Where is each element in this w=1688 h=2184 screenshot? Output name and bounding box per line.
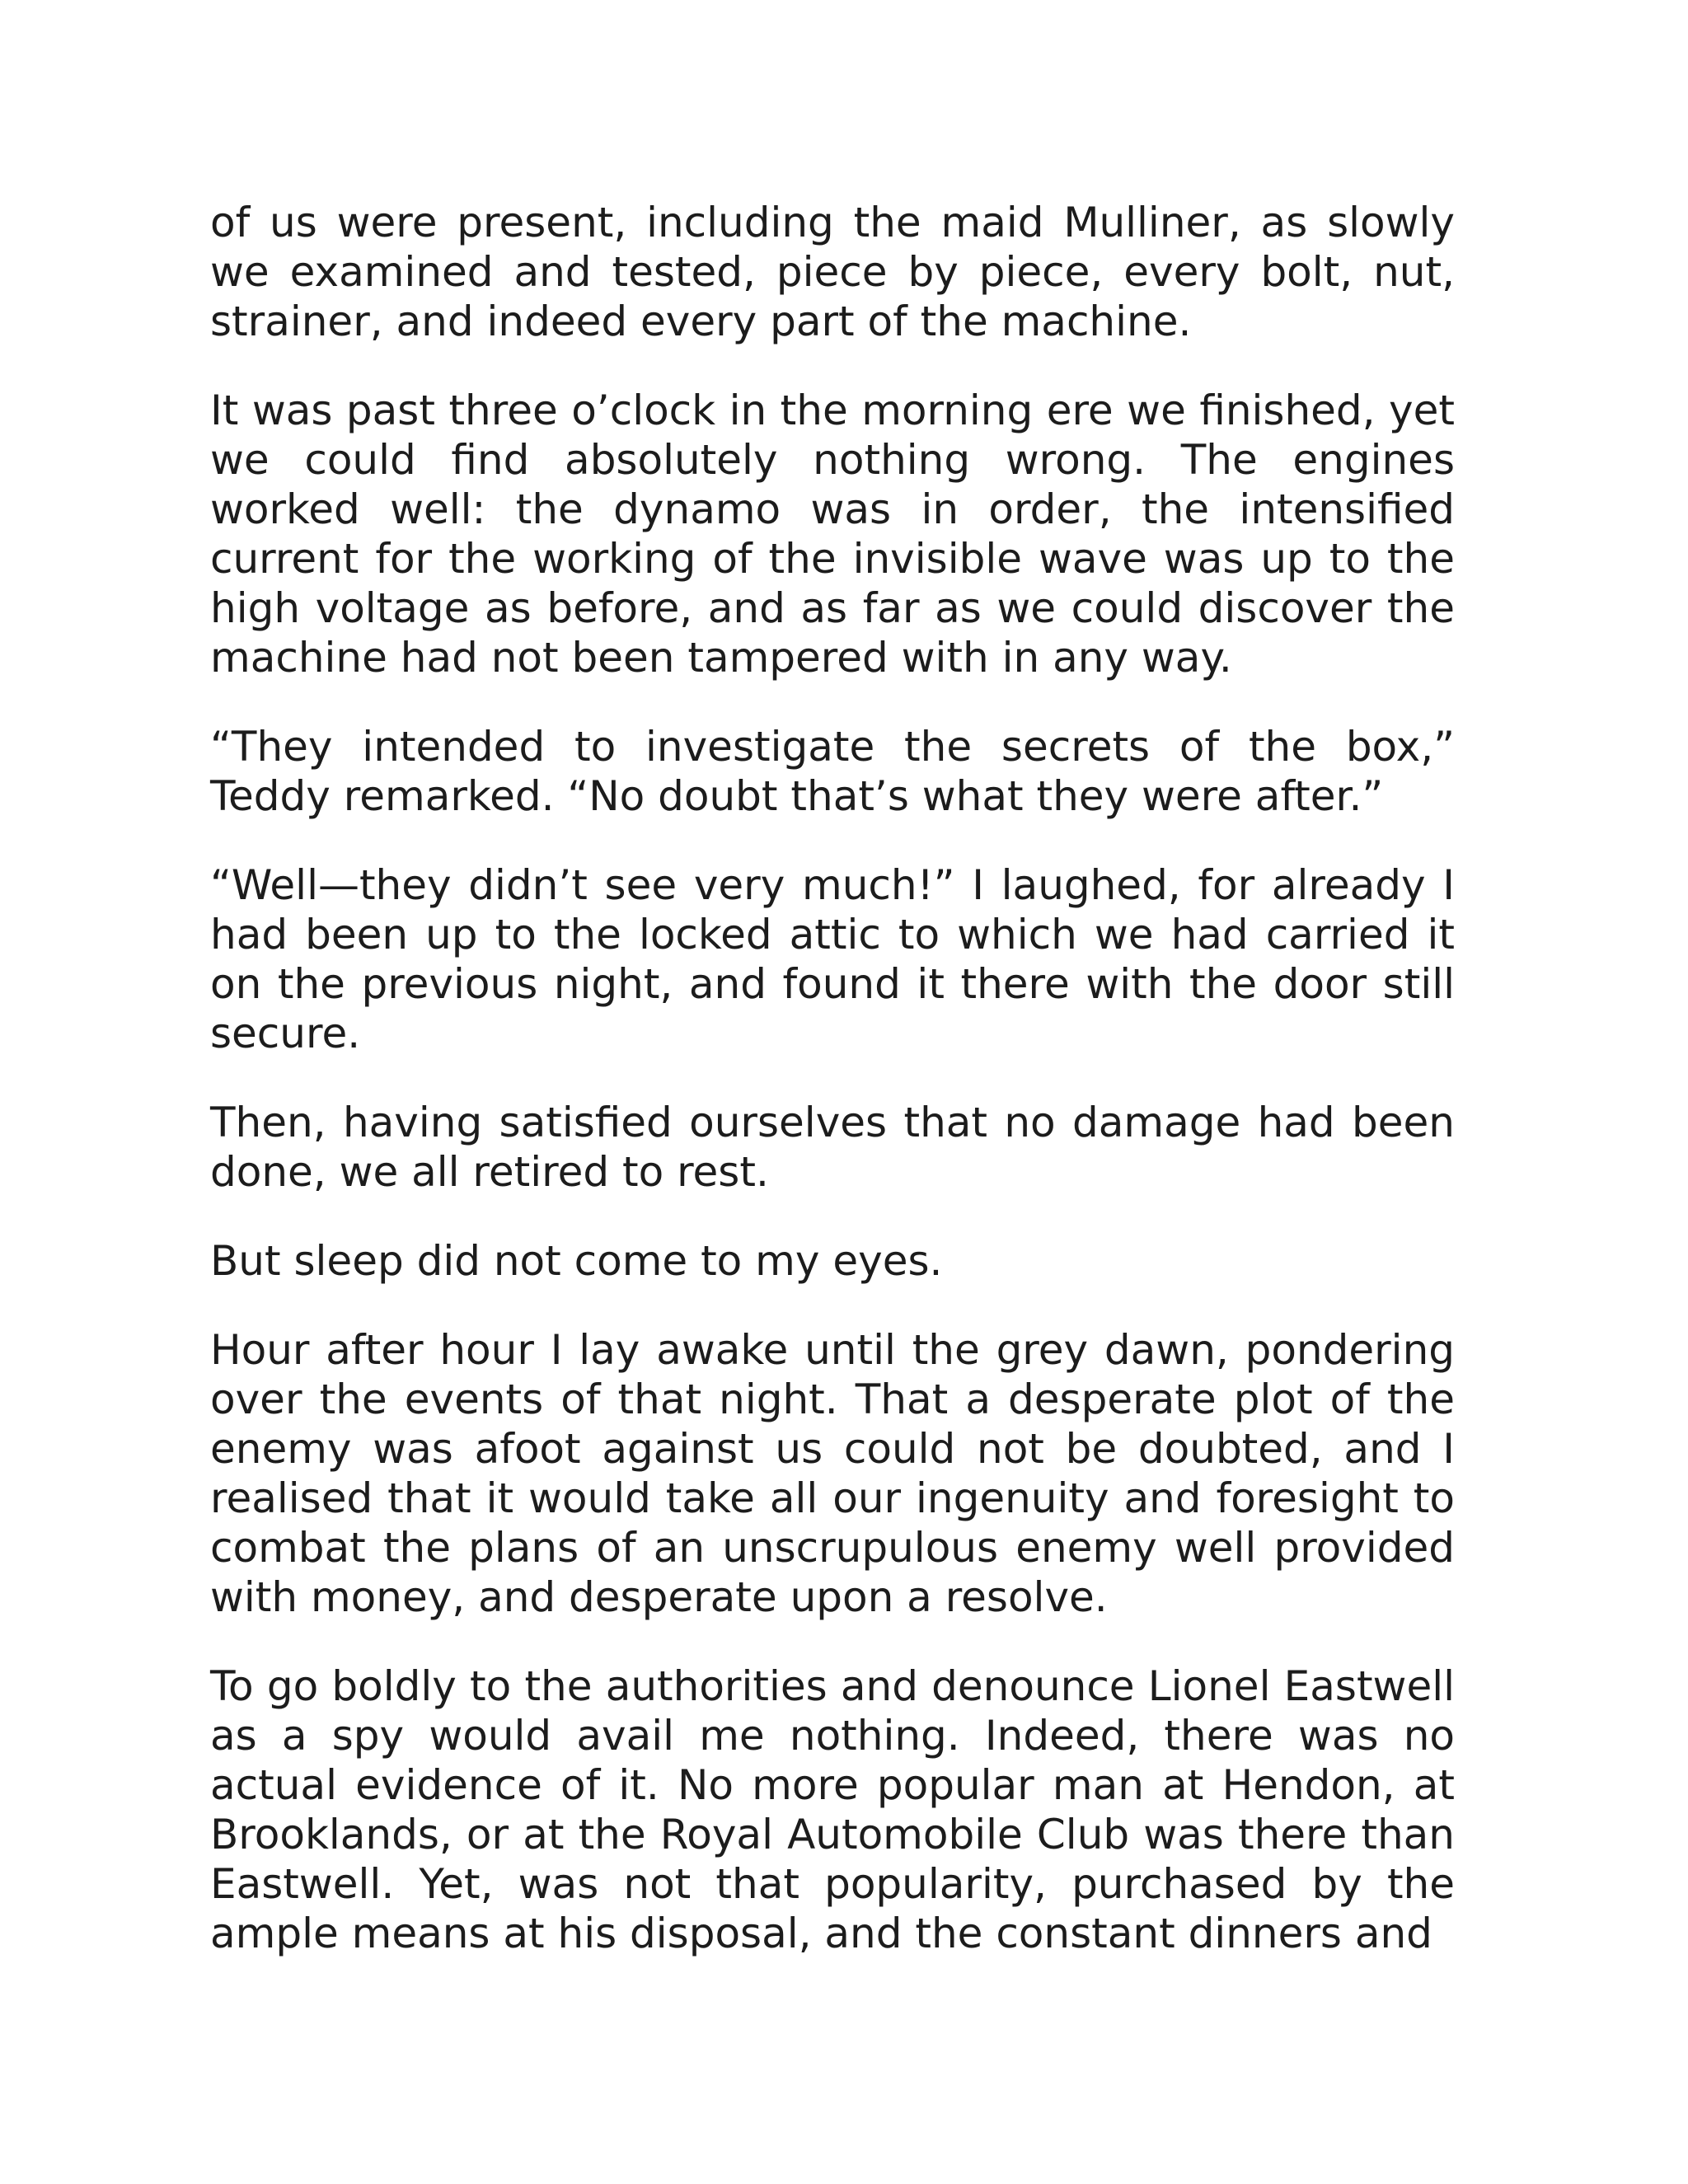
paragraph-6: But sleep did not come to my eyes. (210, 1237, 943, 1285)
page-body (210, 198, 1455, 1958)
paragraph-5: Then, having satisfied ourselves that no damage had been done, we all retired to rest. (210, 1099, 1455, 1196)
paragraph-8: To go boldly to the authorities and denounce Lionel Eastwell as a spy would avail me nothing. Indeed, there was no actual evidence of it. No more popular man at Hendon, at Brooklands, or at the Royal Automobile Club was there than Eastwell. Yet, was not that popularity, purchased by the ample means at his disposal, and the constant dinners and (210, 1662, 1455, 1957)
paragraph-4: “Well—they didn’t see very much!” I laughed, for already I had been up to the locked attic to which we had carried it on the previous night, and found it there with the door still secure. (210, 861, 1455, 1057)
paragraph-7: Hour after hour I lay awake until the grey dawn, pondering over the events of that night. That a desperate plot of the enemy was afoot against us could not be doubted, and I realised that it would take all our ingenuity and foresight to combat the plans of an unscrupulous enemy well provided with money, and desperate upon a resolve. (210, 1326, 1455, 1621)
paragraph-3: “They intended to investigate the secrets of the box,” Teddy remarked. “No doubt that’s what they were after.” (210, 723, 1455, 820)
paragraph-1: of us were present, including the maid Mulliner, as slowly we examined and tested, piece by piece, every bolt, nut, strainer, and indeed every part of the machine. (210, 199, 1455, 345)
paragraph-2: It was past three o’clock in the morning ere we finished, yet we could find absolutely nothing wrong. The engines worked well: the dynamo was in order, the intensified current for the working of the invisible wave was up to the high voltage as before, and as far as we could discover the machine had not been tampered with in any way. (210, 387, 1455, 682)
